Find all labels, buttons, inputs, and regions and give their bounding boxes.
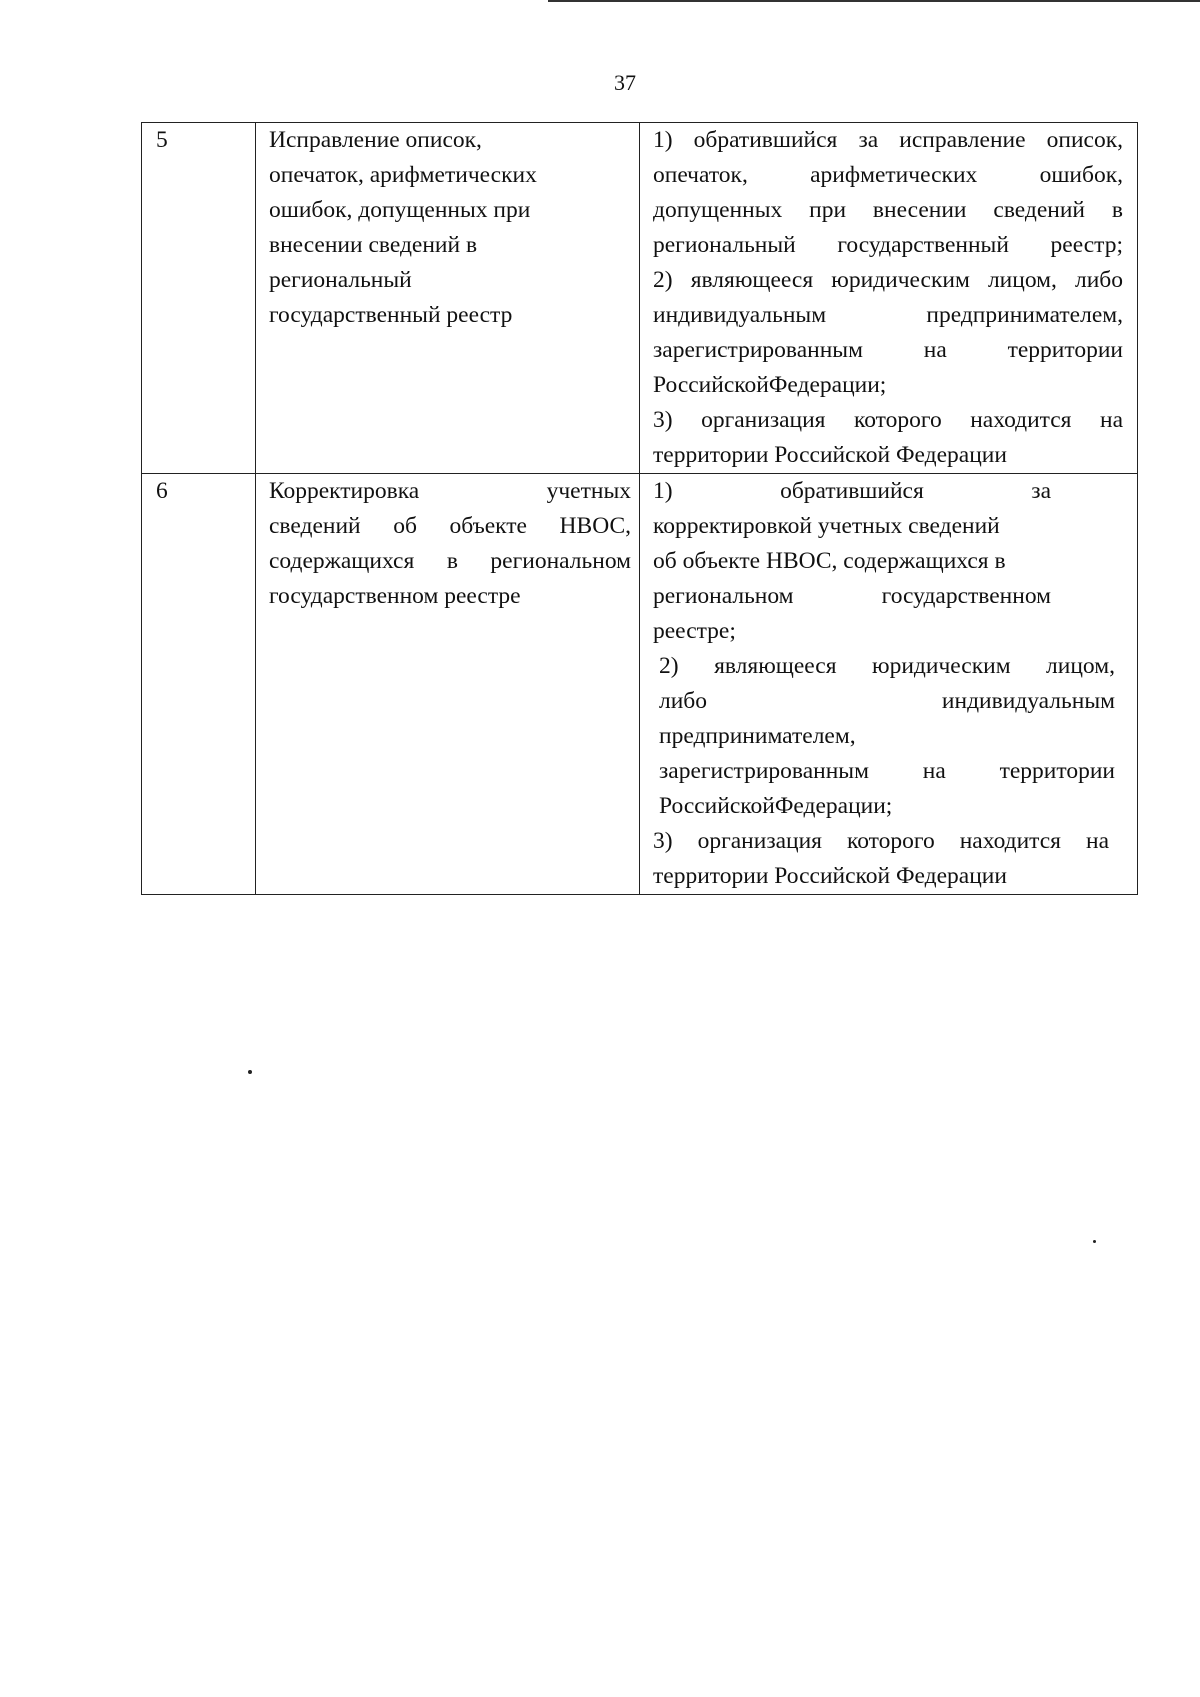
condition-line: предпринимателем, — [659, 723, 856, 749]
procedure-line: Корректировка учетных — [269, 478, 631, 504]
procedure-line: Исправление описок, — [269, 127, 482, 153]
procedure-line: государственный реестр — [269, 302, 513, 328]
row-number-cell — [142, 123, 256, 474]
page-number: 37 — [614, 70, 636, 95]
condition-line: РоссийскойФедерации; — [659, 793, 893, 819]
scan-edge-line — [548, 0, 1200, 2]
condition-line: территории Российской Федерации — [653, 442, 1007, 468]
procedure-line: региональный — [269, 267, 412, 293]
conditions-cell — [640, 123, 1138, 474]
condition-line: корректировкой учетных сведений — [653, 513, 1000, 539]
condition-line: допущенных при внесении сведений в — [653, 197, 1123, 223]
condition-line: 2) являющееся юридическим лицом, — [659, 653, 1115, 679]
condition-line: территории Российской Федерации — [653, 863, 1007, 889]
services-table — [141, 122, 1138, 895]
condition-line: индивидуальным предпринимателем, — [653, 302, 1123, 328]
condition-line: 2) являющееся юридическим лицом, либо — [653, 267, 1123, 293]
condition-line: региональном государственном — [653, 583, 1051, 609]
condition-line: об объекте НВОС, содержащихся в — [653, 548, 1006, 574]
condition-line: зарегистрированным на территории — [653, 337, 1123, 363]
table-row — [142, 123, 1138, 474]
condition-line: зарегистрированным на территории — [659, 758, 1115, 784]
procedure-line: опечаток, арифметических — [269, 162, 537, 188]
procedure-line: ошибок, допущенных при — [269, 197, 531, 223]
conditions-cell — [640, 474, 1138, 895]
condition-line: 1) обратившийся за — [653, 478, 1051, 504]
condition-line: либо индивидуальным — [659, 688, 1115, 714]
table-row — [142, 474, 1138, 895]
procedure-cell — [256, 123, 640, 474]
condition-line: реестре; — [653, 618, 736, 644]
row-number: 6 — [156, 478, 168, 504]
procedure-line: сведений об объекте НВОС, — [269, 513, 631, 539]
procedure-line: содержащихся в региональном — [269, 548, 631, 574]
procedure-cell — [256, 474, 640, 895]
procedure-line: государственном реестре — [269, 583, 521, 609]
procedure-line: внесении сведений в — [269, 232, 478, 258]
row-number: 5 — [156, 127, 168, 153]
scan-speck — [248, 1070, 252, 1074]
condition-line: 3) организация которого находится на — [653, 407, 1123, 433]
condition-line: региональный государственный реестр; — [653, 232, 1123, 258]
scan-speck — [1093, 1240, 1096, 1243]
row-number-cell — [142, 474, 256, 895]
condition-line: РоссийскойФедерации; — [653, 372, 887, 398]
condition-line: 3) организация которого находится на — [653, 828, 1109, 854]
condition-line: 1) обратившийся за исправление описок, — [653, 127, 1123, 153]
condition-line: опечаток, арифметических ошибок, — [653, 162, 1123, 188]
